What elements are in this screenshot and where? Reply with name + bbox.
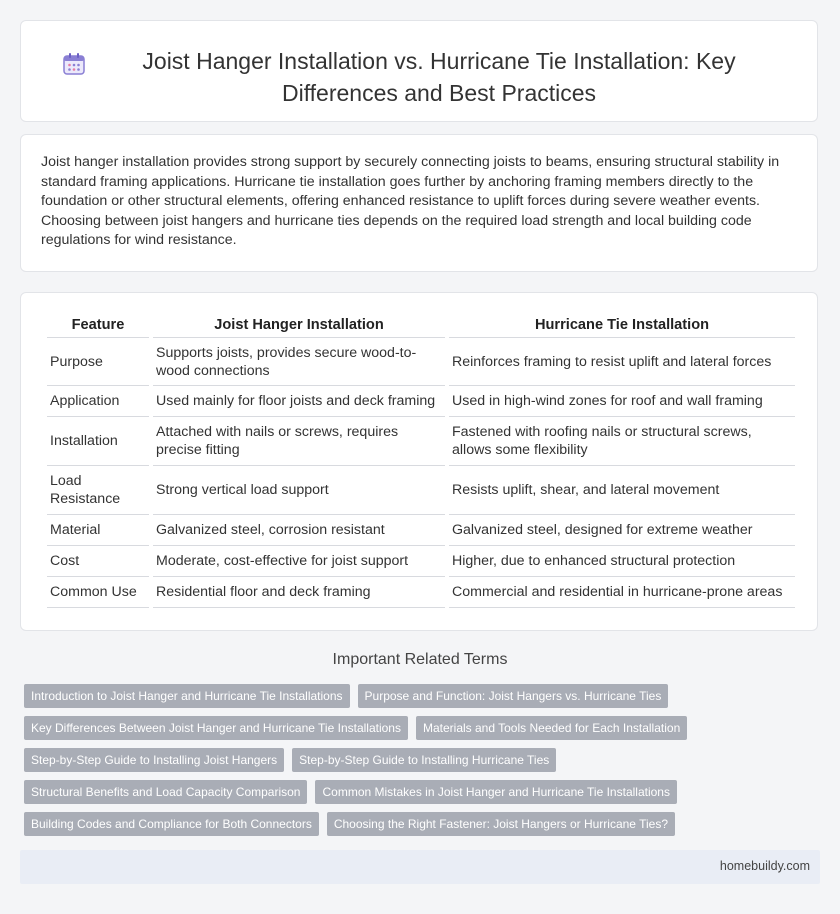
tag-row	[24, 780, 724, 804]
table-row	[47, 515, 795, 546]
related-term-tag[interactable]: Common Mistakes in Joist Hanger and Hurricane Tie Installations	[315, 780, 676, 804]
intro-card	[20, 134, 818, 272]
table-cell-feature: Application	[47, 386, 149, 417]
table-cell-hurricane: Higher, due to enhanced structural protection	[449, 546, 795, 577]
calendar-icon	[61, 51, 87, 77]
related-term-tag[interactable]: Purpose and Function: Joist Hangers vs. Hurricane Ties	[358, 684, 669, 708]
title-card	[20, 20, 818, 122]
page-title: Joist Hanger Installation vs. Hurricane Tie Installation: Key Differences and Best Practices	[142, 48, 736, 106]
table-cell-joist: Strong vertical load support	[153, 466, 445, 515]
table-row	[47, 338, 795, 386]
table-row	[47, 386, 795, 417]
table-cell-feature: Installation	[47, 417, 149, 466]
column-header: Hurricane Tie Installation	[449, 313, 795, 338]
tag-row	[24, 812, 724, 836]
table-row	[47, 466, 795, 515]
table-cell-feature: Cost	[47, 546, 149, 577]
table-row	[47, 417, 795, 466]
footer	[20, 850, 820, 884]
related-terms-heading: Important Related Terms	[332, 651, 508, 668]
related-term-tag[interactable]: Introduction to Joist Hanger and Hurricane Tie Installations	[24, 684, 350, 708]
tag-row	[24, 748, 724, 772]
related-term-tag[interactable]: Key Differences Between Joist Hanger and Hurricane Tie Installations	[24, 716, 408, 740]
table-cell-hurricane: Commercial and residential in hurricane-prone areas	[449, 577, 795, 608]
table-header-row	[47, 313, 795, 338]
table-cell-joist: Residential floor and deck framing	[153, 577, 445, 608]
table-cell-joist: Galvanized steel, corrosion resistant	[153, 515, 445, 546]
table-row	[47, 577, 795, 608]
related-term-tag[interactable]: Structural Benefits and Load Capacity Comparison	[24, 780, 307, 804]
related-term-tag[interactable]: Step-by-Step Guide to Installing Joist Hangers	[24, 748, 284, 772]
column-header: Feature	[47, 313, 149, 338]
table-cell-feature: Material	[47, 515, 149, 546]
related-term-tag[interactable]: Step-by-Step Guide to Installing Hurricane Ties	[292, 748, 556, 772]
table-cell-hurricane: Galvanized steel, designed for extreme weather	[449, 515, 795, 546]
tag-row	[24, 716, 724, 740]
table-cell-hurricane: Resists uplift, shear, and lateral movement	[449, 466, 795, 515]
comparison-table	[43, 313, 799, 608]
comparison-card	[20, 292, 818, 631]
column-header: Joist Hanger Installation	[153, 313, 445, 338]
table-cell-joist: Attached with nails or screws, requires precise fitting	[153, 417, 445, 466]
title-wrap	[21, 21, 817, 109]
table-cell-joist: Used mainly for floor joists and deck framing	[153, 386, 445, 417]
table-cell-feature: Purpose	[47, 338, 149, 386]
table-cell-feature: Common Use	[47, 577, 149, 608]
table-cell-hurricane: Fastened with roofing nails or structural screws, allows some flexibility	[449, 417, 795, 466]
table-row	[47, 546, 795, 577]
related-term-tag[interactable]: Building Codes and Compliance for Both Connectors	[24, 812, 319, 836]
table-cell-hurricane: Used in high-wind zones for roof and wall framing	[449, 386, 795, 417]
table-cell-joist: Supports joists, provides secure wood-to-wood connections	[153, 338, 445, 386]
table-cell-joist: Moderate, cost-effective for joist support	[153, 546, 445, 577]
table-cell-hurricane: Reinforces framing to resist uplift and lateral forces	[449, 338, 795, 386]
tag-row	[24, 684, 724, 708]
intro-paragraph: Joist hanger installation provides strong support by securely connecting joists to beams, ensuring structural stability in standard framing applications. Hurricane tie installation goes further by anchoring framing members directly to the foundation or other structural elements, offering enhanced resistance to uplift forces during severe weather events. Choosing between joist hangers and hurricane ties depends on the required load strength and local building code regulations for wind resistance.	[41, 154, 780, 249]
related-term-tag[interactable]: Choosing the Right Fastener: Joist Hangers or Hurricane Ties?	[327, 812, 675, 836]
footer-site-link[interactable]: homebuildy.com	[719, 859, 810, 873]
table-cell-feature: Load Resistance	[47, 466, 149, 515]
related-term-tag[interactable]: Materials and Tools Needed for Each Installation	[416, 716, 687, 740]
related-terms-list	[24, 684, 724, 844]
